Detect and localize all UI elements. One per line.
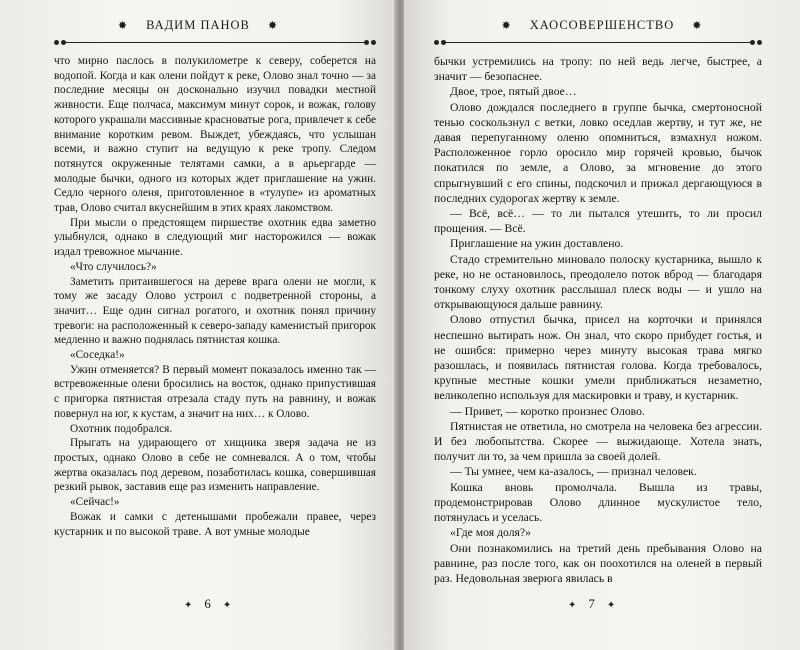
star-ornament-icon: ✦	[222, 600, 232, 611]
dot-ornament-icon	[54, 40, 59, 45]
dot-ornament-icon	[371, 40, 376, 45]
star-ornament-icon: ✸	[692, 20, 703, 32]
paragraph: бычки устремились на тропу: по ней ведь легче, быстрее, а значит — безопаснее.	[434, 55, 762, 84]
star-ornament-icon: ✸	[267, 20, 279, 32]
dot-ornament-icon	[364, 40, 369, 45]
paragraph: Охотник подобрался.	[70, 422, 173, 435]
paragraph: Олово отпустил бычка, присел на корточки и принялся неспешно вытирать нож. Он знал, что скоро прибудет гостья, и не ошибся: примерно через минуту высокая трава мягко разошлась, и появилась пятнистая голова. Когда требовалось, крупные местные кошки умели приближаться незаметно, великолепно используя для маскировки и траву, и кустарник.	[434, 313, 762, 403]
page-number-right	[556, 596, 627, 612]
paragraph: «Где моя доля?»	[450, 526, 531, 540]
paragraph: Вожак и самки с детенышами пробежали правее, через кустарник и по высокой траве. А вот умные молодые	[54, 510, 376, 538]
right-body-text	[434, 54, 762, 586]
dot-ornament-icon	[750, 40, 755, 45]
paragraph: Они познакомились на третий день пребывания Олово на равнине, раз после того, как он поохотился на оленей в первый раз. Недовольная зверюга явилась в	[434, 541, 762, 585]
paragraph: «Сейчас!»	[70, 496, 120, 509]
paragraph: «Соседка!»	[70, 349, 125, 362]
rule-line	[64, 42, 366, 43]
paragraph: Приглашение на ужин доставлено.	[450, 237, 624, 251]
paragraph: Ужин отменяется? В первый момент показалось именно так — встревоженные олени бросились на восток, однако припустившая с пригорка пятнистая отрезала стаду путь на равнину, и вожак повернул на юг, к кустам, а значит на них… к Олово.	[54, 363, 376, 420]
star-ornament-icon: ✸	[501, 20, 512, 32]
paragraph: — Ты умнее, чем ка-азалось, — признал человек.	[450, 465, 697, 479]
star-ornament-icon: ✸	[117, 20, 129, 32]
paragraph: Пятнистая не ответила, но смотрела на человека без агрессии. И без любопытства. Скорее — выжидающе. Хотела знать, получит ли то, за чем пришла за своей долей.	[434, 419, 762, 464]
paragraph: Олово дождался последнего в группе бычка, смертоносной тенью соскользнул с ветки, ловко оседлав жертву, и тут же, не давая перепуганному оленю опомниться, взмахнул ножом. Расположенное горло оросило мир горячей кровью, бычок покатился по земле, а Олово, за мгновение до этого спрыгнувший с его спины, подскочил и прижал дергающуюся в последних судорогах жертву к земле.	[434, 100, 762, 205]
left-page	[0, 0, 396, 650]
page-number: 7	[588, 596, 595, 611]
header-rule	[54, 40, 376, 46]
left-body-text	[54, 54, 376, 539]
running-head-right	[404, 18, 800, 33]
star-ornament-icon: ✦	[606, 600, 616, 611]
paragraph: что мирно паслось в полукилометре к северу, соберется на водопой. Когда и как олени пойдут к реке, Олово знал точно — за последние месяцы он досконально изучил повадки местной живности. Еще полчаса, максимум минут сорок, и вожак, голову которого украшали массивные красноватые рога, привлечет к себе внимание коротким ревом. Выждет, убеждаясь, что услышан всеми, и важно ступит на ведущую к реке тропу. Следом потянутся окруженные телятами самки, а в арьергарде — молодые бычки, одного из которых ждет приглашение на ужин. Седло черного оленя, приготовленное в «тулупе» из ароматных трав, Олово считал вкуснейшим в этих краях лакомством.	[54, 55, 376, 215]
paragraph: При мысли о предстоящем пиршестве охотник едва заметно улыбнулся, однако в следующий миг насторожился — вожак издал тревожное мычание.	[54, 216, 376, 259]
paragraph: Двое, трое, пятый двое…	[450, 85, 577, 99]
page-number-left	[172, 596, 243, 612]
book-title: ХАОСОВЕРШЕНСТВО	[529, 18, 675, 32]
paragraph: Прыгать на удирающего от хищника зверя задача не из простых, однако Олово в себе не сомневался. А о том, чтобы жертва оказалась под деревом, позаботилась кошка, совершившая резкий рывок, заставив еще раз изменить направление.	[54, 437, 376, 494]
header-rule	[434, 40, 762, 46]
page-number: 6	[204, 596, 211, 611]
author-name: ВАДИМ ПАНОВ	[146, 18, 250, 32]
paragraph: «Что случилось?»	[70, 260, 157, 273]
star-ornament-icon: ✦	[184, 600, 193, 611]
paragraph: Кошка вновь промолчала. Вышла из травы, продемонстрировав Олово длинное мускулистое тело, потянулась и уселась.	[434, 480, 762, 525]
running-head-left	[0, 18, 396, 33]
dot-ornament-icon	[757, 40, 762, 45]
star-ornament-icon: ✦	[568, 600, 577, 611]
paragraph: Стадо стремительно миновало полоску кустарника, вышло к реке, но не остановилось, преодолело поток вброд — благодаря тонкому слуху охотник расслышал плеск воды — и ушло на открывающуюся дальше равнину.	[434, 252, 762, 312]
right-page	[404, 0, 800, 650]
rule-line	[444, 42, 752, 43]
paragraph: — Привет, — коротко произнес Олово.	[450, 404, 645, 418]
dot-ornament-icon	[434, 40, 439, 45]
paragraph: — Всё, всё… — то ли пытался утешить, то ли просил прощения. — Всё.	[434, 207, 762, 236]
paragraph: Заметить притаившегося на дереве врага олени не могли, к тому же засаду Олово устроил с подветренной стороны, а значит… Еще один сигнал рогатого, и охотник понял причину тревоги: на расположенный к северо-западу каменистый пригорок медленно и важно поднялась пятнистая кошка.	[54, 275, 376, 347]
